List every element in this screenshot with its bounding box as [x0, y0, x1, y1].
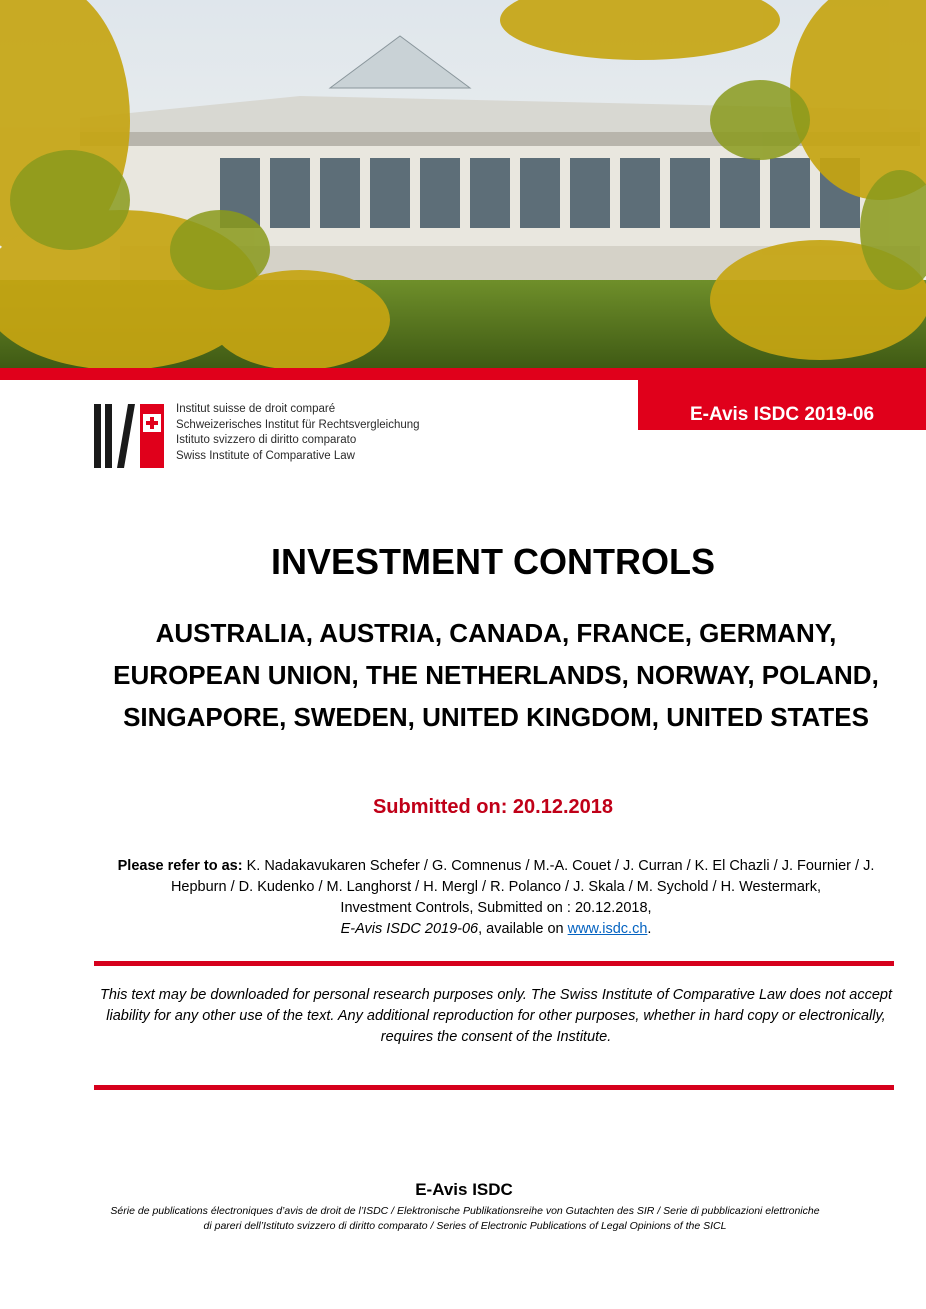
institute-name-fr: Institut suisse de droit comparé	[176, 403, 336, 415]
citation-series: E-Avis ISDC 2019-06	[340, 921, 479, 937]
countries-subtitle: AUSTRALIA, AUSTRIA, CANADA, FRANCE, GERMANY, EUROPEAN UNION, THE NETHERLANDS, NORWAY, POLAND, SINGAPORE, SWEDEN, UNITED KINGDOM, UNITED STATES	[113, 618, 879, 732]
divider-bottom	[94, 1085, 894, 1090]
citation-block	[96, 856, 896, 940]
isdc-logo-icon	[94, 404, 166, 468]
series-tag-label: E-Avis ISDC 2019-06	[689, 404, 875, 425]
citation-authors: K. Nadakavukaren Schefer / G. Comnenus / M.-A. Couet / J. Curran / K. El Chazli / J. Fournier / J. Hepburn / D. Kudenko / M. Langhorst / H. Mergl / R. Polanco / J. Skala / M. Sychold / H. Westermark,	[170, 858, 875, 895]
footer-subtitle: Série de publications électroniques d’avis de droit de l’ISDC / Elektronische Publikationsreihe von Gutachten des SIR / Serie di pubblicazioni elettroniche di pareri dell’Istituto svizzero di diritto comparato / Series of Electronic Publications of Legal Opinions of the SICL	[110, 1205, 820, 1232]
citation-text: Investment Controls, Submitted on : 20.12.2018,	[340, 900, 652, 916]
hero-photo	[0, 0, 926, 368]
building-photo-illustration	[0, 0, 926, 368]
submitted-date: Submitted on: 20.12.2018	[372, 796, 614, 818]
document-title: INVESTMENT CONTROLS	[270, 541, 715, 582]
institute-name-de: Schweizerisches Institut für Rechtsvergleichung	[176, 418, 420, 431]
disclaimer-text: This text may be downloaded for personal research purposes only. The Swiss Institute of Comparative Law does not accept liability for any other use of the text. Any additional reproduction for other purposes, whether in hard copy or electronically, requires the consent of the Institute.	[99, 987, 892, 1045]
citation-end: .	[647, 921, 652, 937]
header-red-band	[0, 368, 926, 380]
series-tag	[638, 380, 926, 430]
citation-label: Please refer to as:	[117, 858, 243, 874]
institute-name-en: Swiss Institute of Comparative Law	[176, 449, 355, 462]
institute-name-it: Istituto svizzero di diritto comparato	[176, 434, 357, 446]
footer-title: E-Avis ISDC	[415, 1180, 513, 1199]
citation-available: , available on	[478, 921, 568, 937]
divider-top	[94, 961, 894, 966]
institute-names	[176, 402, 420, 464]
isdc-website-link[interactable]: www.isdc.ch	[567, 921, 648, 937]
